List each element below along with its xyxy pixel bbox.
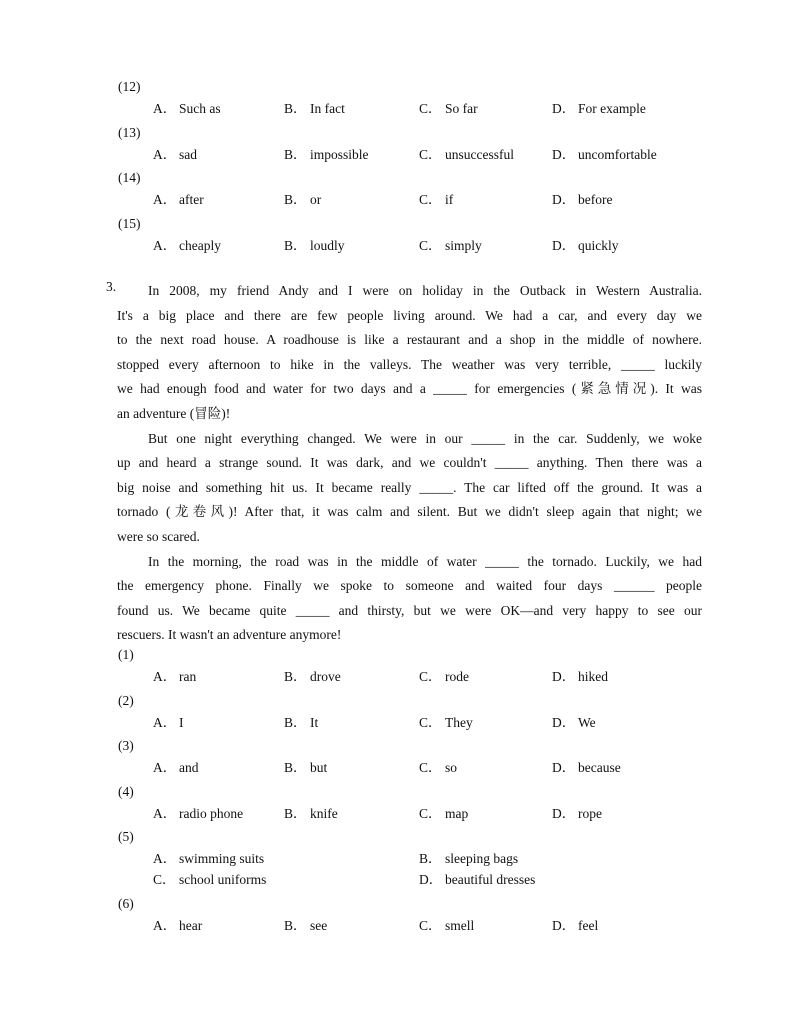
option-row — [0, 714, 794, 732]
option-d[interactable]: D． For example — [552, 101, 646, 116]
option-d[interactable]: D． hiked — [552, 669, 608, 684]
option-row — [0, 146, 794, 164]
question-number: (2) — [118, 693, 134, 708]
option-c[interactable]: C． school uniforms — [153, 872, 267, 887]
option-a[interactable]: A． hear — [153, 918, 203, 933]
option-row — [0, 850, 794, 868]
option-row — [0, 871, 794, 889]
question-number: (6) — [118, 896, 134, 911]
option-b[interactable]: B． It — [284, 715, 319, 730]
option-c[interactable]: C． rode — [419, 669, 469, 684]
option-row — [0, 805, 794, 823]
passage-line: an adventure (冒险)! — [117, 405, 231, 421]
option-c[interactable]: C． simply — [419, 238, 482, 253]
option-a[interactable]: A． after — [153, 192, 204, 207]
passage-line: rescuers. It wasn't an adventure anymore! — [117, 627, 342, 643]
passage-line: tornado (龙卷风)! After that, it was calm and silent. But we didn't sleep again that night; we — [117, 504, 702, 520]
option-b[interactable]: B． sleeping bags — [419, 851, 519, 866]
option-row — [0, 759, 794, 777]
option-c[interactable]: C． smell — [419, 918, 475, 933]
option-d[interactable]: D． uncomfortable — [552, 147, 657, 162]
option-a[interactable]: A． radio phone — [153, 806, 244, 821]
option-row — [0, 100, 794, 118]
option-b[interactable]: B． see — [284, 918, 328, 933]
option-c[interactable]: C． unsuccessful — [419, 147, 514, 162]
question-number: (1) — [118, 647, 134, 662]
option-row — [0, 917, 794, 935]
option-d[interactable]: D． We — [552, 715, 596, 730]
option-a[interactable]: A． Such as — [153, 101, 221, 116]
option-a[interactable]: A． ran — [153, 669, 197, 684]
question-number: (13) — [118, 125, 141, 140]
option-d[interactable]: D． feel — [552, 918, 599, 933]
option-a[interactable]: A． I — [153, 715, 184, 730]
option-b[interactable]: B． loudly — [284, 238, 345, 253]
question-number: (15) — [118, 216, 141, 231]
passage-line: big noise and something hit us. It became really _____. The car lifted off the ground. It was a — [117, 479, 702, 495]
passage-line: In the morning, the road was in the middle of water _____ the tornado. Luckily, we had — [148, 553, 702, 569]
passage-line: the emergency phone. Finally we spoke to someone and waited four days ______ people — [117, 578, 702, 594]
question-number: (12) — [118, 79, 141, 94]
option-d[interactable]: D． because — [552, 760, 621, 775]
option-b[interactable]: B． but — [284, 760, 328, 775]
passage-line: stopped every afternoon to hike in the valleys. The weather was very terrible, _____ luckily — [117, 356, 702, 372]
option-a[interactable]: A． cheaply — [153, 238, 221, 253]
option-b[interactable]: B． impossible — [284, 147, 369, 162]
option-d[interactable]: D． rope — [552, 806, 602, 821]
option-a[interactable]: A． swimming suits — [153, 851, 265, 866]
option-a[interactable]: A． sad — [153, 147, 197, 162]
passage-line: But one night everything changed. We were in our _____ in the car. Suddenly, we woke — [148, 430, 702, 446]
option-a[interactable]: A． and — [153, 760, 199, 775]
passage-line: up and heard a strange sound. It was dark, and we couldn't _____ anything. Then there was a — [117, 455, 702, 471]
option-d[interactable]: D． quickly — [552, 238, 619, 253]
passage-line: found us. We became quite _____ and thirsty, but we were OK—and very happy to see our — [117, 602, 702, 618]
option-b[interactable]: B． or — [284, 192, 322, 207]
option-b[interactable]: B． knife — [284, 806, 338, 821]
question-number: (5) — [118, 829, 134, 844]
option-c[interactable]: C． So far — [419, 101, 478, 116]
option-row — [0, 191, 794, 209]
option-d[interactable]: D． before — [552, 192, 613, 207]
option-c[interactable]: C． so — [419, 760, 458, 775]
question-number: (3) — [118, 738, 134, 753]
question-number: (14) — [118, 170, 141, 185]
option-c[interactable]: C． if — [419, 192, 454, 207]
passage-line: we had enough food and water for two days and a _____ for emergencies (紧急情况). It was — [117, 381, 702, 397]
passage-line: In 2008, my friend Andy and I were on holiday in the Outback in Western Australia. — [148, 283, 702, 298]
option-b[interactable]: B． In fact — [284, 101, 345, 116]
reading-passage — [106, 279, 702, 648]
option-d[interactable]: D． beautiful dresses — [419, 872, 536, 887]
option-row — [0, 237, 794, 255]
passage-line: to the next road house. A roadhouse is like a restaurant and a shop in the middle of nowhere. — [117, 332, 702, 348]
question-number: (4) — [118, 784, 134, 799]
passage-number: 3. — [106, 279, 117, 294]
option-c[interactable]: C． map — [419, 806, 469, 821]
passage-line: It's a big place and there are few people living around. We had a car, and every day we — [117, 307, 702, 323]
passage-line: were so scared. — [117, 528, 200, 544]
option-b[interactable]: B． drove — [284, 669, 341, 684]
option-c[interactable]: C． They — [419, 715, 473, 730]
option-row — [0, 668, 794, 686]
